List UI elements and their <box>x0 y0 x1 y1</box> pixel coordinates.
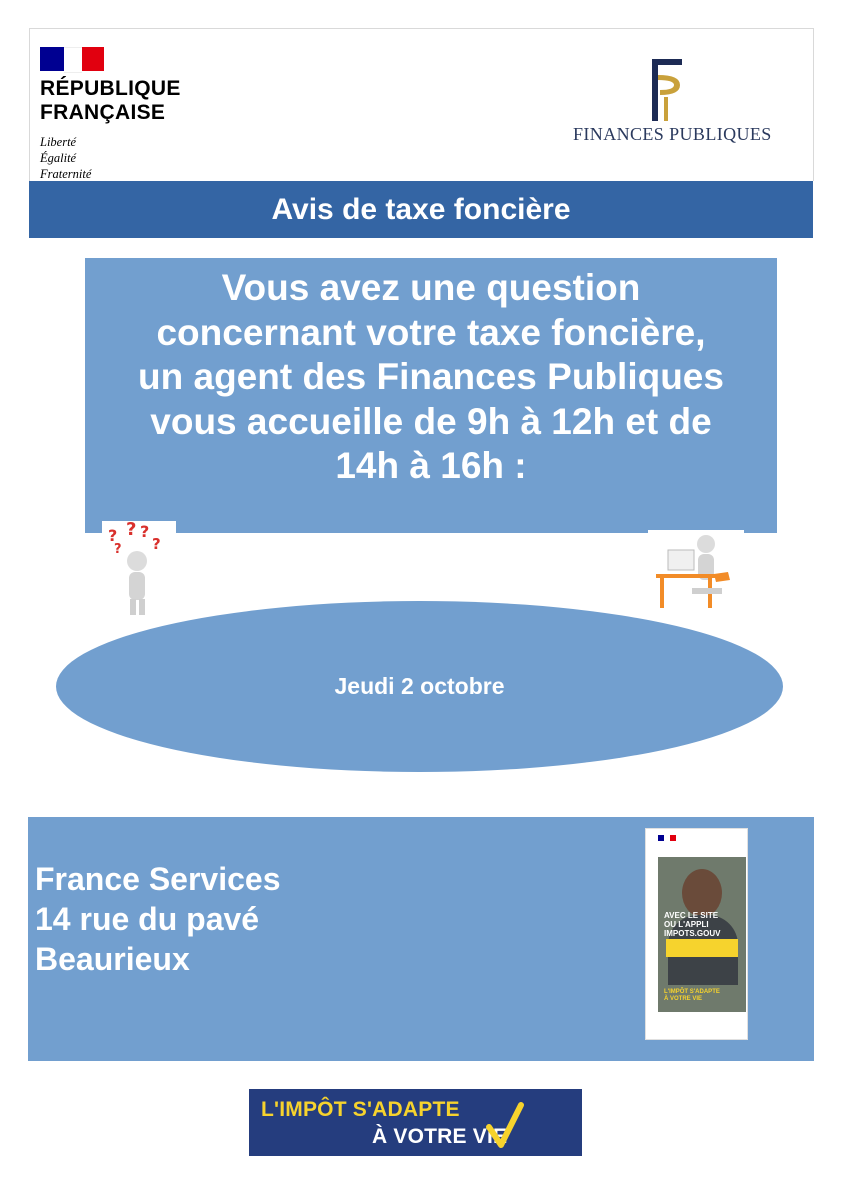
svg-text:?: ? <box>152 535 161 553</box>
person-at-computer-icon <box>648 530 744 616</box>
republique-francaise-title <box>40 77 181 125</box>
poster-person-head <box>682 869 722 917</box>
page-title-bar <box>29 181 813 238</box>
republic-motto <box>40 134 91 182</box>
date-ellipse <box>56 601 783 772</box>
poster-yellow-band <box>666 939 738 957</box>
svg-text:?: ? <box>108 526 118 545</box>
poster-headline: AVEC LE SITE OU L'APPLI IMPOTS.GOUV <box>664 911 721 938</box>
checkmark-icon <box>485 1101 525 1153</box>
impots-gouv-poster <box>645 828 748 1040</box>
slogan-line-2: À VOTRE VIE <box>372 1125 508 1148</box>
motto-liberte: Liberté <box>40 135 77 149</box>
svg-text:?: ? <box>140 522 150 541</box>
motto-egalite: Égalité <box>40 151 77 165</box>
poster-slogan: L'IMPÔT S'ADAPTE À VOTRE VIE <box>664 989 720 1002</box>
slogan-line-1: L'IMPÔT S'ADAPTE <box>261 1098 460 1121</box>
republique-line: RÉPUBLIQUE <box>40 77 181 100</box>
address-block <box>35 859 281 979</box>
question-panel <box>85 258 777 533</box>
finances-publiques-logo-icon <box>634 55 694 125</box>
francaise-line: FRANÇAISE <box>40 101 166 124</box>
french-flag-icon <box>40 47 104 71</box>
event-date: Jeudi 2 octobre <box>334 673 505 699</box>
svg-text:?: ? <box>114 542 122 557</box>
question-text: Vous avez une question concernant votre taxe foncière, un agent des Finances Publiques vous accueille de 9h à 12h et de 14h à 16h : <box>138 267 724 486</box>
poster-flag-icon <box>658 835 676 841</box>
motto-fraternite: Fraternité <box>40 167 92 181</box>
address-city: Beaurieux <box>35 941 190 977</box>
page-title: Avis de taxe foncière <box>271 192 571 226</box>
poster-footer <box>654 1019 739 1029</box>
address-street: 14 rue du pavé <box>35 901 260 937</box>
slogan-banner <box>249 1089 582 1156</box>
svg-text:?: ? <box>126 521 137 540</box>
question-marks-figure-icon <box>102 521 176 617</box>
finances-publiques-label: FINANCES PUBLIQUES <box>573 124 772 144</box>
address-venue: France Services <box>35 861 281 897</box>
